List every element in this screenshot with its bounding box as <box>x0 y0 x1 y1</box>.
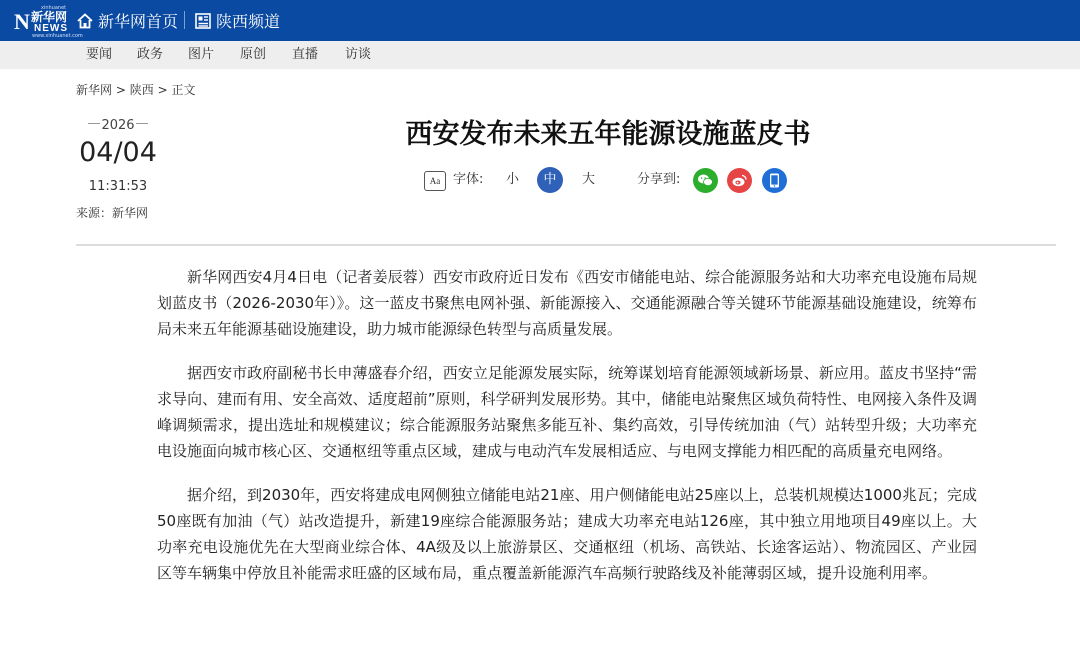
wechat-icon <box>693 168 718 193</box>
publish-date: 04/04 <box>79 137 157 168</box>
breadcrumb <box>76 82 195 98</box>
breadcrumb-separator: > <box>115 83 126 97</box>
shaanxi-channel-link[interactable] <box>194 0 280 41</box>
publish-year <box>76 114 160 132</box>
mobile-icon <box>762 168 787 193</box>
nav-item-live[interactable]: 直播 <box>292 47 319 62</box>
breadcrumb-shaanxi[interactable]: 陕西 <box>129 83 154 97</box>
breadcrumb-separator: > <box>157 83 168 97</box>
nav-item-original[interactable]: 原创 <box>240 47 267 62</box>
article-paragraph: 新华网西安4月4日电（记者姜辰蓉）西安市政府近日发布《西安市储能电站、综合能源服务站和大功率充电设施布局规划蓝皮书（2026-2030年）》。这一蓝皮书聚焦电网补强、新能源接入、交通能源融合等关键环节能源基础设施建设，统筹布局未来五年能源基础设施建设，助力城市能源绿色转型与高质量发展。 <box>157 268 977 338</box>
nav-item-news[interactable]: 要闻 <box>86 47 113 62</box>
year-rule-right <box>136 123 148 124</box>
home-link-label: 新华网首页 <box>98 12 179 31</box>
shaanxi-channel-label: 陕西频道 <box>216 12 281 31</box>
year-rule-left <box>88 123 100 124</box>
nav-item-interview[interactable]: 访谈 <box>345 47 372 62</box>
share-mobile-button[interactable] <box>762 168 787 193</box>
home-link[interactable] <box>76 0 178 41</box>
font-size-icon: Aa <box>424 171 446 191</box>
font-size-label: 字体: <box>453 172 484 187</box>
logo-en-text: NEWS <box>34 23 68 34</box>
logo-cn-text: 新华网 <box>31 10 68 24</box>
channel-icon <box>194 12 212 30</box>
publish-year-text: 2026 <box>101 118 135 133</box>
article-source: 来源：新华网 <box>76 206 149 220</box>
article-body <box>157 264 977 604</box>
breadcrumb-xinhua[interactable]: 新华网 <box>76 83 113 97</box>
header-divider <box>76 244 1056 246</box>
xinhua-logo[interactable] <box>14 4 83 39</box>
font-size-small-button[interactable]: 小 <box>506 172 520 187</box>
logo-small-text-top: xinhuanet <box>41 5 67 11</box>
font-size-medium-button[interactable]: 中 <box>537 167 563 193</box>
article-headline: 西安发布未来五年能源设施蓝皮书 <box>405 119 811 150</box>
home-icon <box>76 12 94 30</box>
section-nav <box>0 41 1080 69</box>
font-size-large-button[interactable]: 大 <box>582 172 596 187</box>
article-paragraph: 据西安市政府副秘书长申薄盛春介绍，西安立足能源发展实际，统筹谋划培育能源领域新场景、新应用。蓝皮书坚持“需求导向、建而有用、安全高效、适度超前”原则，科学研判发展形势。其中，储能电站聚焦区域负荷特性、电网接入条件及调峰调频需求，提出选址和规模建议；综合能源服务站聚焦多能互补、集约高效，引导传统加油（气）站转型升级；大功率充电设施面向城市核心区、交通枢纽等重点区域，建成与电动汽车发展相适应、与电网支撑能力相匹配的高质量充电网络。 <box>157 364 977 460</box>
weibo-icon <box>727 168 752 193</box>
share-wechat-button[interactable] <box>693 168 718 193</box>
share-weibo-button[interactable] <box>727 168 752 193</box>
logo-small-text-bottom: www.xinhuanet.com <box>32 33 83 39</box>
topbar-separator <box>184 11 185 29</box>
breadcrumb-current: 正文 <box>171 83 196 97</box>
top-header-bar <box>0 0 1080 41</box>
article-paragraph: 据介绍，到2030年，西安将建成电网侧独立储能电站21座、用户侧储能电站25座以上，总装机规模达1000兆瓦；完成50座既有加油（气）站改造提升，新建19座综合能源服务站；建成大功率充电站126座，其中独立用地项目49座以上。大功率充电设施优先在大型商业综合体、4A级及以上旅游景区、交通枢纽（机场、高铁站、长途客运站）、物流园区、产业园区等车辆集中停放且补能需求旺盛的区域布局，重点覆盖新能源汽车高频行驶路线及补能薄弱区域，提升设施利用率。 <box>157 486 977 582</box>
share-label: 分享到: <box>637 172 681 187</box>
publish-time: 11:31:53 <box>88 179 148 194</box>
nav-item-photos[interactable]: 图片 <box>188 47 215 62</box>
nav-item-government[interactable]: 政务 <box>137 47 164 62</box>
logo-n-mark: N <box>14 9 30 34</box>
